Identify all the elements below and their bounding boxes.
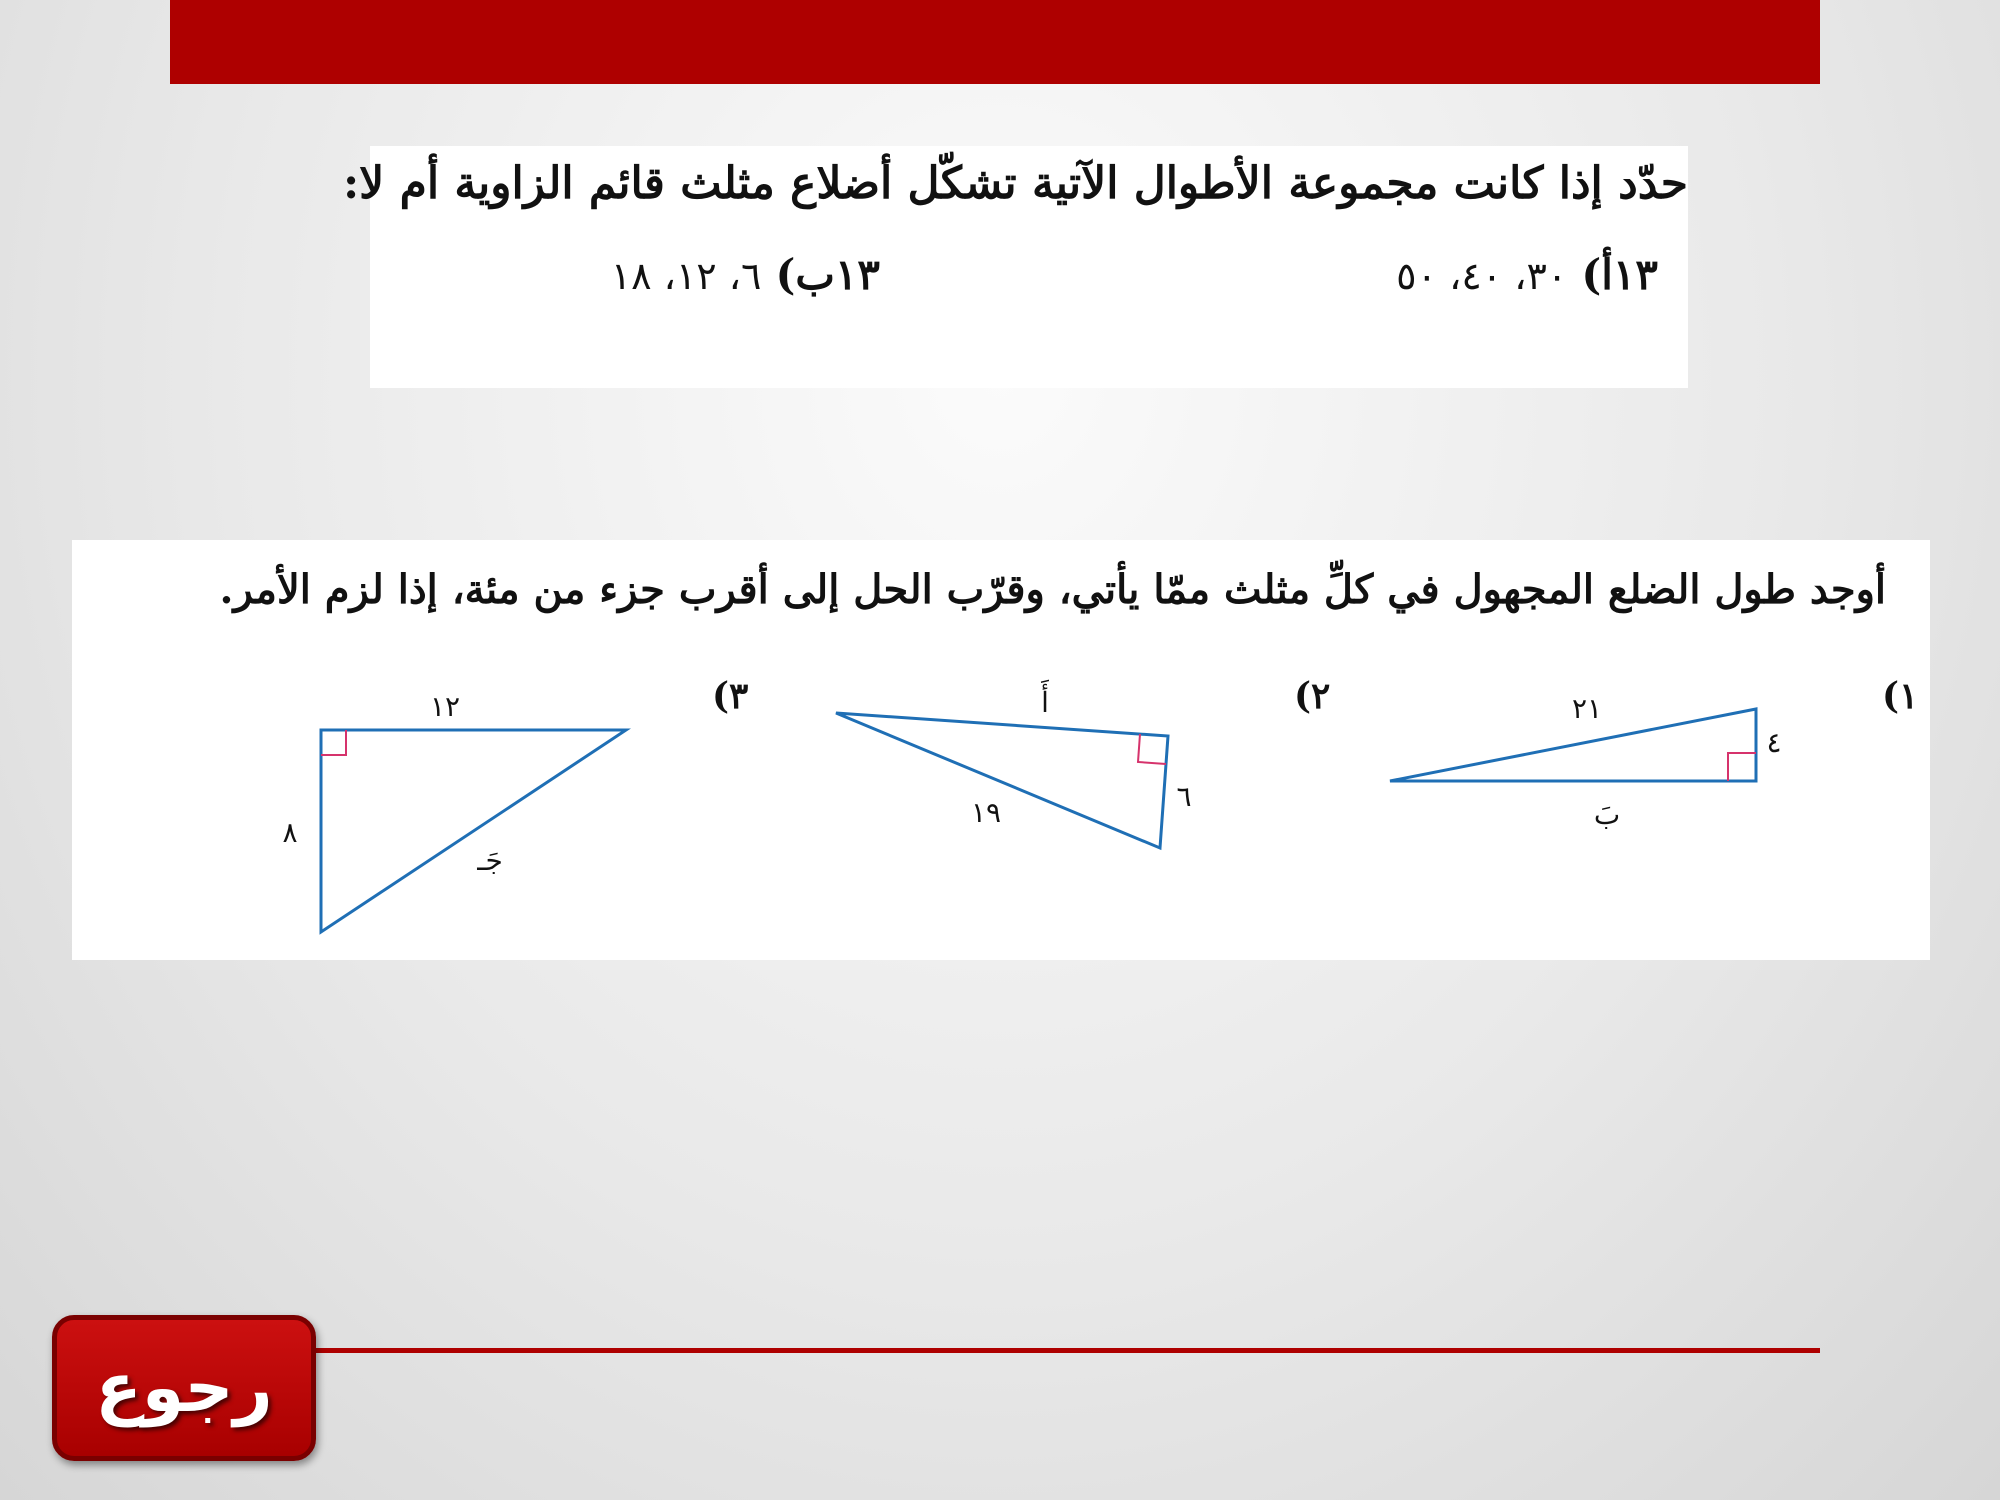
triangle-2-leg-label: ٦ [1176,780,1192,813]
triangle-2-unknown-label: أَ [1041,686,1049,719]
item-a-values: ٣٠، ٤٠، ٥٠ [1396,254,1568,298]
triangle-1-right-angle-marker [1728,753,1756,781]
triangle-3-unknown-label: جَـ [477,844,503,877]
triangle-2-number: ٢) [1294,675,1331,717]
triangle-2-shape [836,713,1168,848]
triangle-3-left-label: ٨ [282,816,298,849]
triangle-3-number: ٣) [712,675,749,717]
item-a-label: ١٣أ) [1581,250,1658,299]
bottom-accent-line [310,1348,1820,1353]
triangle-2-hypotenuse-label: ١٩ [970,796,1002,829]
triangle-2-right-angle-marker [1138,734,1166,764]
triangle-1-leg-label: ٤ [1766,726,1782,759]
exercise-1-title: حدّد إذا كانت مجموعة الأطوال الآتية تشكّل أضلاع مثلث قائم الزاوية أم لا: [342,158,1688,209]
triangles-diagram [72,540,1930,960]
item-b-label: ١٣ب) [775,250,880,299]
back-button[interactable] [52,1315,316,1461]
triangle-2 [836,675,1330,848]
triangle-3 [282,675,748,932]
triangle-1 [1390,675,1918,831]
triangle-1-hypotenuse-label: ٢١ [1571,692,1603,725]
top-accent-bar [170,0,1820,84]
item-b-values: ٦، ١٢، ١٨ [610,254,762,298]
exercise-2-panel [72,540,1930,960]
exercise-2-title: أوجد طول الضلع المجهول في كلِّ مثلث ممّا يأتي، وقرّب الحل إلى أقرب جزء من مئة، إذا لزم الأمر. [219,566,1886,613]
exercise-1-item-a [1396,250,1658,299]
triangle-3-top-label: ١٢ [429,690,461,723]
back-button-label: رجوع [95,1348,273,1428]
exercise-1-item-b [611,250,880,299]
triangle-3-shape [321,730,626,932]
triangle-1-unknown-label: بَ [1593,798,1621,831]
triangle-3-right-angle-marker [321,730,346,755]
exercise-1-panel [342,146,1688,388]
triangle-1-number: ١) [1882,675,1919,717]
